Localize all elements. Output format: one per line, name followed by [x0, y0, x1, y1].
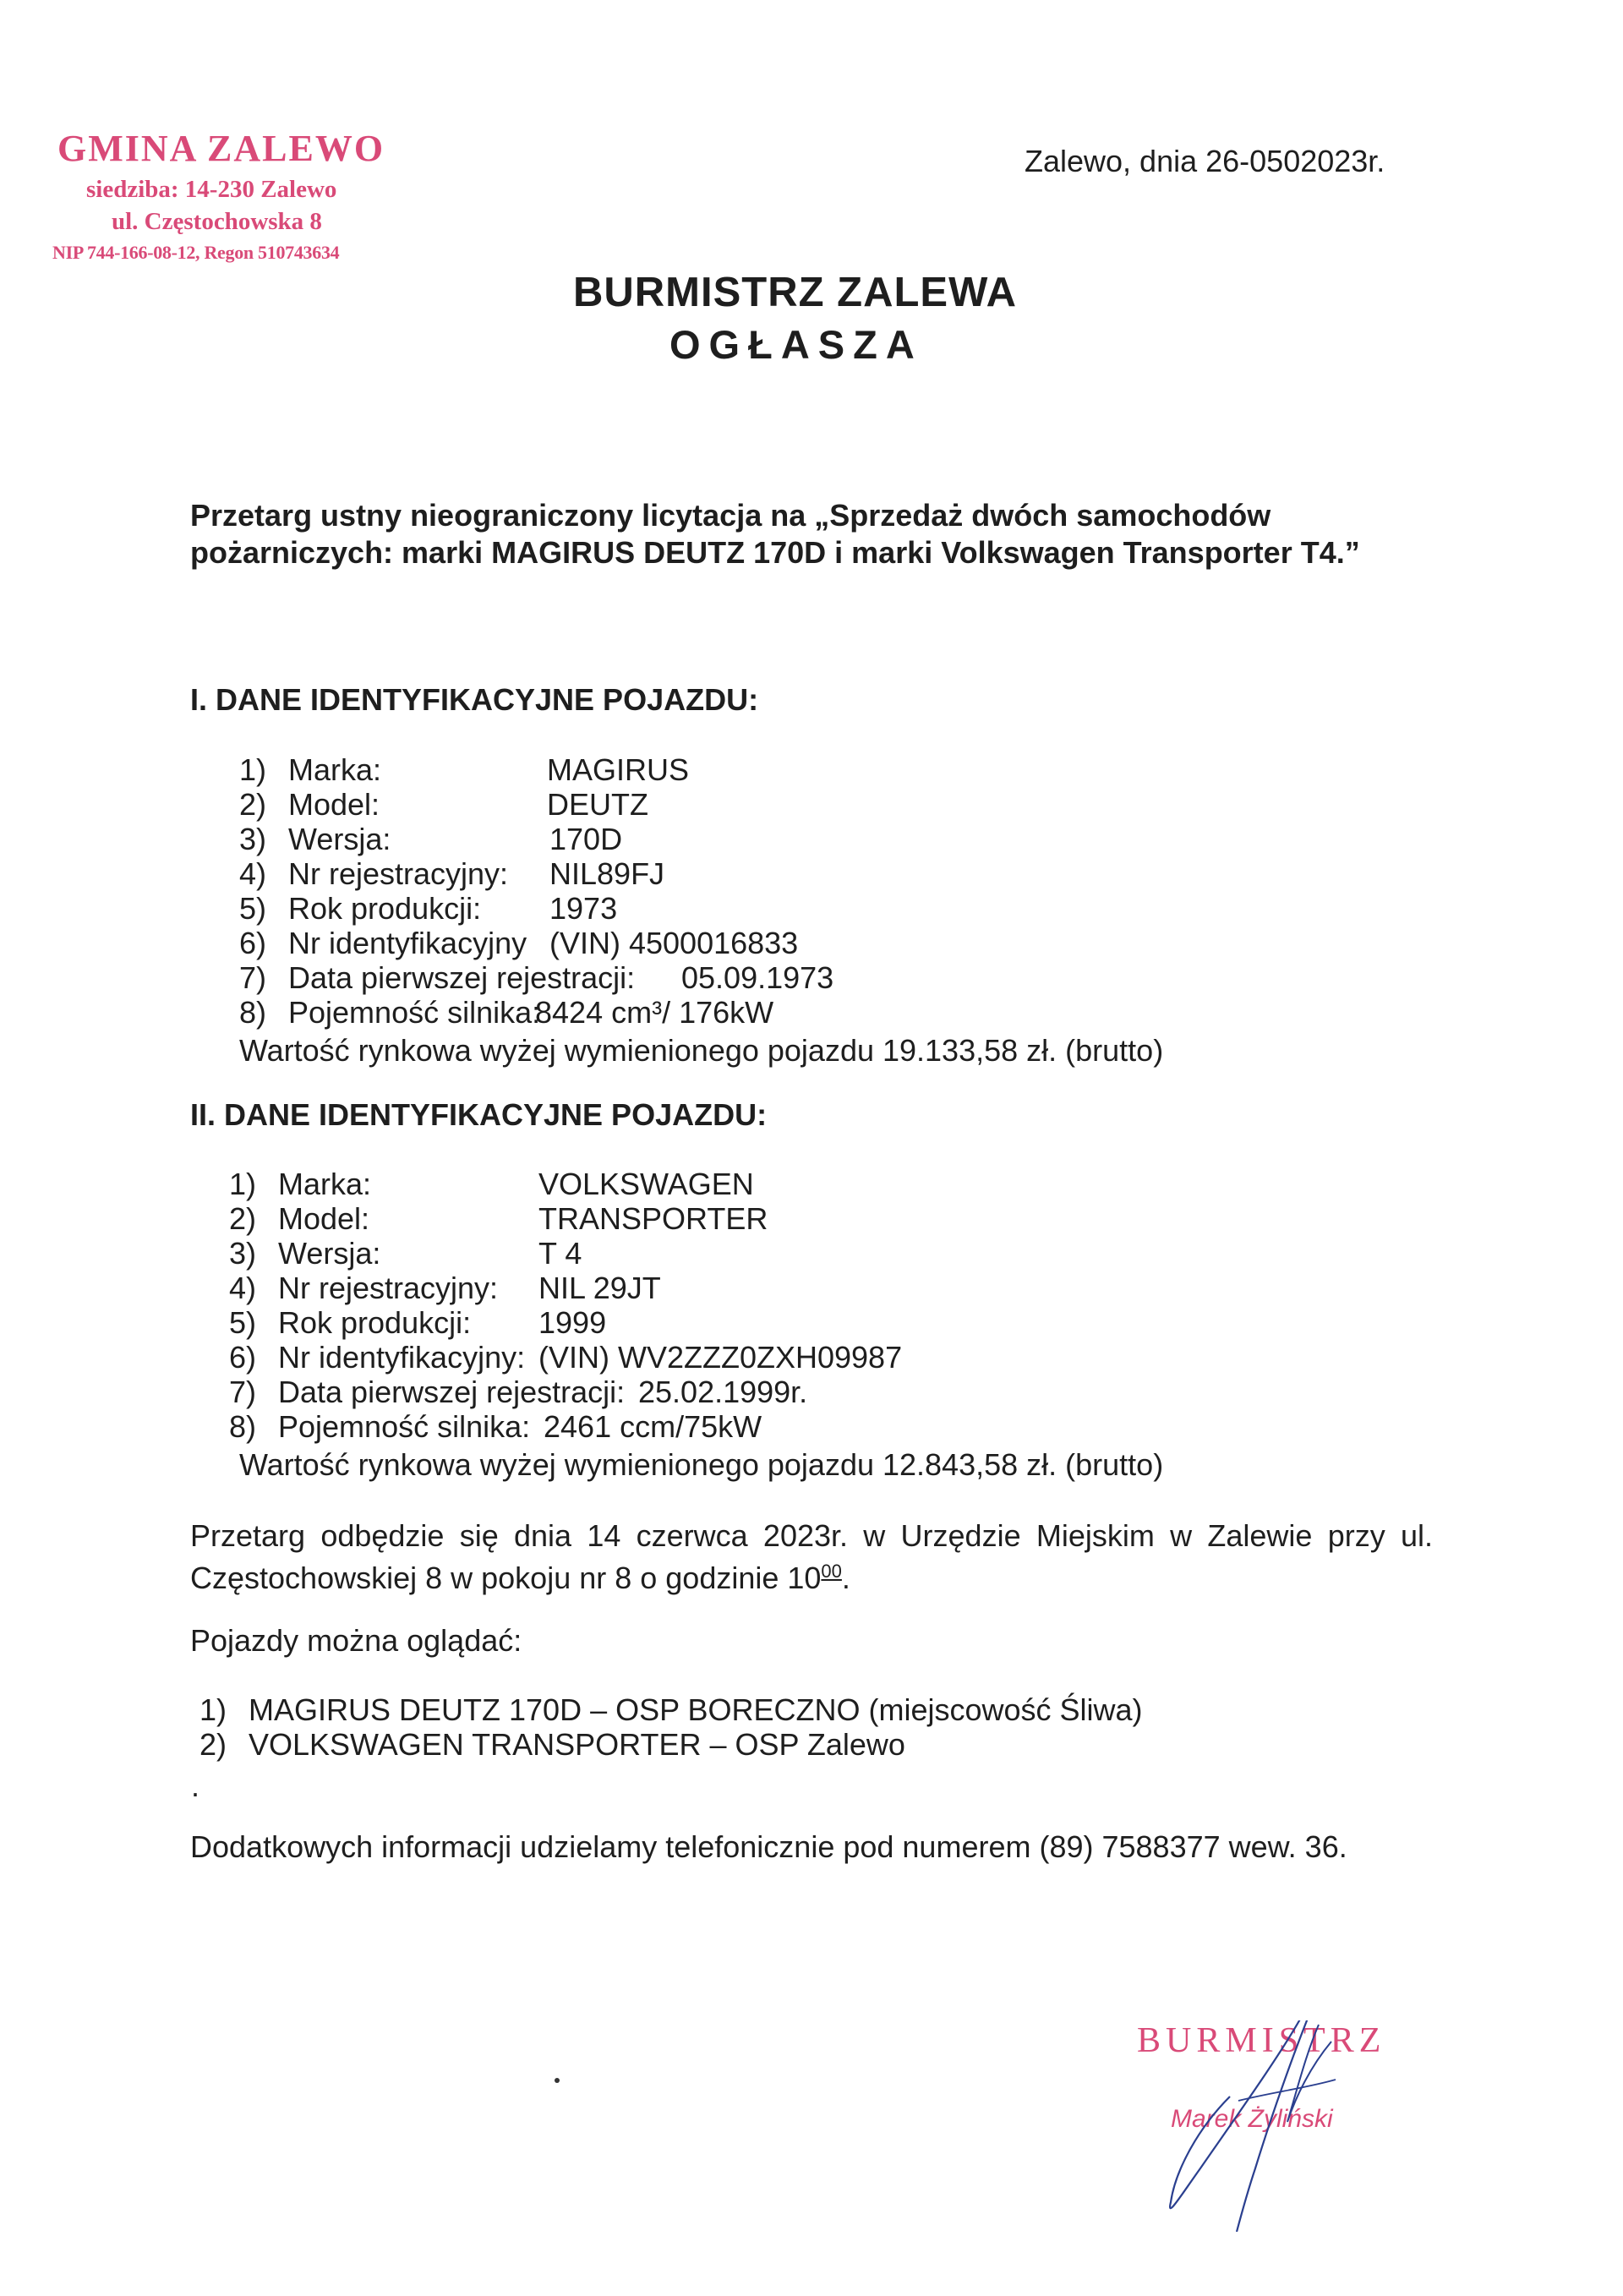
page-mark	[555, 2078, 560, 2083]
contact-info: Dodatkowych informacji udzielamy telefonicznie pod numerem (89) 7588377 wew. 36.	[190, 1829, 1347, 1864]
stamp-tax-ids: NIP 744-166-08-12, Regon 510743634	[52, 242, 340, 263]
spec-number: 3)	[239, 822, 267, 856]
spec-label: Nr identyfikacyjny:	[278, 1340, 526, 1375]
spec-number: 4)	[229, 1271, 257, 1305]
spec-value: 05.09.1973	[681, 960, 834, 995]
spec-number: 1)	[239, 752, 267, 787]
spec-number: 6)	[239, 926, 267, 960]
spec-value: 170D	[549, 822, 623, 856]
vehicle2-heading: II. DANE IDENTYFIKACYJNE POJAZDU:	[190, 1097, 768, 1132]
spec-number: 6)	[229, 1340, 257, 1375]
spec-label: Nr rejestracyjny:	[288, 856, 509, 891]
spec-value: DEUTZ	[547, 787, 648, 822]
spec-label: Pojemność silnika:	[288, 995, 541, 1030]
document-date: Zalewo, dnia 26-0502023r.	[1025, 144, 1385, 178]
auction-details	[190, 1518, 1433, 1596]
viewing-item	[199, 1692, 1143, 1728]
signature-block	[1137, 2020, 1407, 2232]
spec-number: 7)	[229, 1375, 257, 1409]
auction-subject: Przetarg ustny nieograniczony licytacja na „Sprzedaż dwóch samochodów pożarniczych: marki MAGIRUS DEUTZ 170D i marki Volkswagen Transporter T4.”	[190, 498, 1360, 570]
spec-label: Wersja:	[278, 1236, 381, 1271]
handwritten-signature-icon	[1137, 2020, 1407, 2232]
spec-number: 3)	[229, 1236, 257, 1271]
signature-name: Marek Żyliński	[1171, 2105, 1333, 2133]
spec-value: 25.02.1999r.	[638, 1375, 808, 1409]
auction-text-end: .	[841, 1561, 850, 1595]
vehicle2-market-value: Wartość rynkowa wyżej wymienionego pojazdu 12.843,58 zł. (brutto)	[239, 1447, 1164, 1482]
spec-value: 2461 ccm/75kW	[544, 1409, 762, 1444]
vehicle2-spec-list	[229, 1167, 1074, 1454]
auction-hour-minutes: 00	[821, 1561, 842, 1582]
spec-value: 1999	[538, 1305, 607, 1340]
spec-label: Rok produkcji:	[288, 891, 482, 926]
viewing-item-text: VOLKSWAGEN TRANSPORTER – OSP Zalewo	[249, 1727, 905, 1762]
spec-number: 7)	[239, 960, 267, 995]
spec-label: Nr identyfikacyjny	[288, 926, 527, 960]
viewing-item-number: 1)	[199, 1692, 227, 1727]
spec-number: 8)	[239, 995, 267, 1030]
viewing-item-number: 2)	[199, 1727, 227, 1762]
viewing-intro: Pojazdy można oglądać:	[190, 1623, 522, 1658]
vehicle1-spec-list	[239, 752, 1085, 1040]
spec-value: VOLKSWAGEN	[538, 1167, 754, 1201]
spec-value: (VIN) 4500016833	[549, 926, 799, 960]
spec-number: 2)	[239, 787, 267, 822]
auction-text: Przetarg odbędzie się dnia 14 czerwca 2023r. w Urzędzie Miejskim w Zalewie przy ul. Częstochowskiej 8 w pokoju nr 8 o godzinie 10	[190, 1518, 1433, 1595]
spec-number: 4)	[239, 856, 267, 891]
signature-title: BURMISTRZ	[1137, 2021, 1386, 2060]
spec-number: 2)	[229, 1201, 257, 1236]
spec-value: NIL 29JT	[538, 1271, 661, 1305]
spec-label: Data pierwszej rejestracji:	[288, 960, 636, 995]
spec-value: (VIN) WV2ZZZ0ZXH09987	[538, 1340, 903, 1375]
spec-label: Nr rejestracyjny:	[278, 1271, 499, 1305]
spec-value: TRANSPORTER	[538, 1201, 768, 1236]
spec-label: Model:	[278, 1201, 370, 1236]
spec-value: 8424 cm³/ 176kW	[535, 995, 774, 1030]
spec-number: 1)	[229, 1167, 257, 1201]
stamp-address-line2: ul. Częstochowska 8	[112, 208, 322, 235]
viewing-item	[199, 1727, 905, 1763]
spec-value: 1973	[549, 891, 618, 926]
spec-value: T 4	[538, 1236, 582, 1271]
spec-label: Rok produkcji:	[278, 1305, 472, 1340]
spec-label: Pojemność silnika:	[278, 1409, 531, 1444]
spec-label: Wersja:	[288, 822, 391, 856]
spec-label: Marka:	[288, 752, 382, 787]
spec-label: Marka:	[278, 1167, 372, 1201]
spec-value: MAGIRUS	[547, 752, 690, 787]
document-subtitle: OGŁASZA	[669, 322, 923, 367]
spec-number: 5)	[229, 1305, 257, 1340]
document-title: BURMISTRZ ZALEWA	[573, 270, 1017, 315]
stamp-name: GMINA ZALEWO	[57, 128, 385, 169]
spec-label: Model:	[288, 787, 380, 822]
viewing-item-text: MAGIRUS DEUTZ 170D – OSP BORECZNO (miejscowość Śliwa)	[249, 1692, 1143, 1727]
vehicle1-market-value: Wartość rynkowa wyżej wymienionego pojazdu 19.133,58 zł. (brutto)	[239, 1033, 1164, 1068]
stamp-address-line1: siedziba: 14-230 Zalewo	[86, 176, 337, 203]
stray-dot: .	[191, 1768, 200, 1803]
spec-number: 5)	[239, 891, 267, 926]
spec-label: Data pierwszej rejestracji:	[278, 1375, 626, 1409]
spec-value: NIL89FJ	[549, 856, 665, 891]
vehicle1-heading: I. DANE IDENTYFIKACYJNE POJAZDU:	[190, 682, 759, 717]
spec-number: 8)	[229, 1409, 257, 1444]
